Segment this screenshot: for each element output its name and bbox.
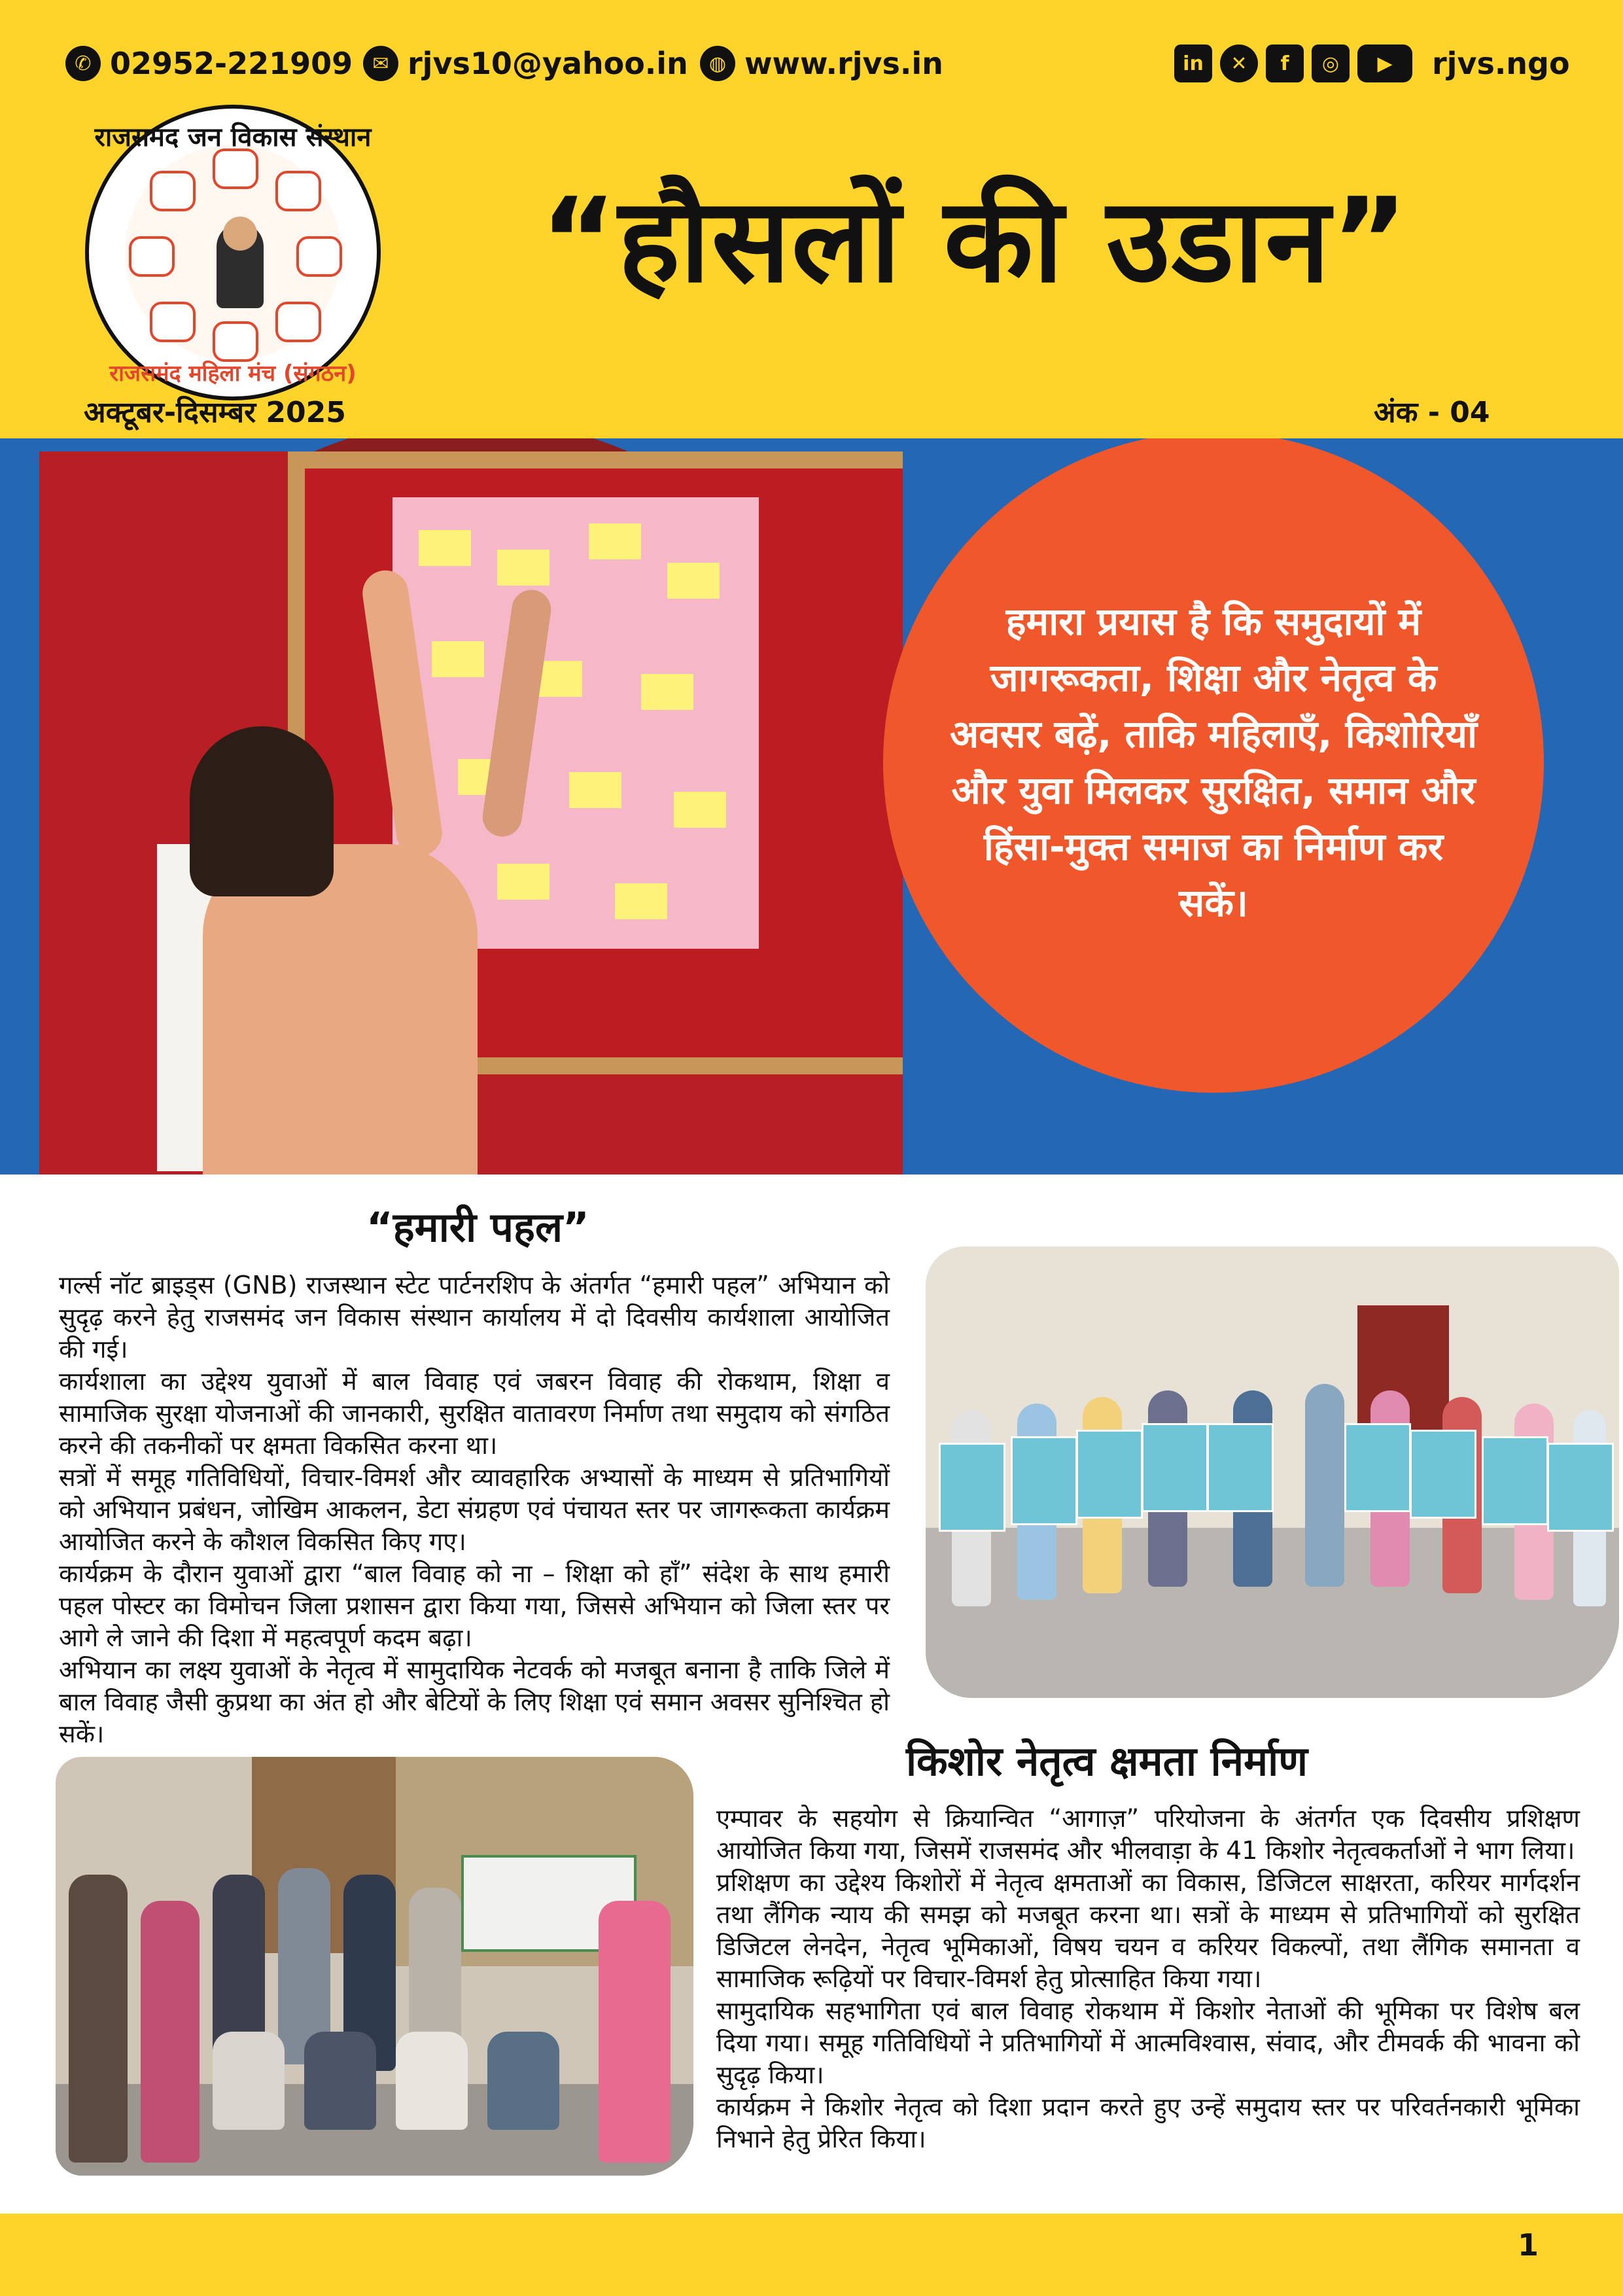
campaign-poster <box>1076 1430 1143 1519</box>
training-group-photo <box>56 1757 693 2176</box>
hero-banner <box>0 438 1623 1174</box>
logo-ring-text-top: राजसमंद जन विकास संस्थान <box>94 122 372 152</box>
fist-icon <box>213 321 258 362</box>
logo-inner-circle <box>125 145 341 361</box>
campaign-poster <box>1410 1430 1476 1519</box>
organization-logo <box>85 105 381 400</box>
phone-number: 02952-221909 <box>110 46 353 81</box>
article2-paragraph: एम्पावर के सहयोग से क्रियान्वित “आगाज़” परियोजना के अंतर्गत एक दिवसीय प्रशिक्षण आयोजित किया गया, जिसमें राजसमंद और भीलवाड़ा के 41 किशोर नेतृत्वकर्ताओं ने भाग लिया। <box>716 1804 1580 1865</box>
issue-date: अक्टूबर-दिसम्बर 2025 <box>84 396 346 429</box>
email-address: rjvs10@yahoo.in <box>408 46 688 81</box>
sticky-note <box>615 883 667 919</box>
phone-contact[interactable] <box>65 41 353 86</box>
x-icon[interactable]: ✕ <box>1220 44 1258 82</box>
mail-icon: ✉ <box>363 46 398 81</box>
person <box>599 1901 671 2163</box>
newsletter-title: “हौसलों की उडान” <box>540 173 1410 308</box>
campaign-poster <box>1547 1443 1614 1532</box>
campaign-poster <box>1344 1423 1411 1512</box>
campaign-poster <box>1482 1436 1548 1525</box>
fist-icon <box>213 149 258 189</box>
article1-body <box>59 1269 890 1750</box>
footer-band <box>0 2214 1623 2296</box>
article1-paragraph: सत्रों में समूह गतिविधियों, विचार-विमर्श और व्यावहारिक अभ्यासों के माध्यम से प्रतिभागियों को अभियान प्रबंधन, जोखिम आकलन, डेटा संग्रहण एवं पंचायत स्तर पर जागरूकता कार्यक्रम आयोजित करने के कौशल विकसित किए गए। <box>59 1463 890 1556</box>
campaign-poster <box>1207 1423 1274 1512</box>
person <box>69 1875 128 2163</box>
social-handle: rjvs.ngo <box>1432 46 1570 81</box>
hero-quote-circle <box>883 438 1544 1093</box>
article1-paragraph: कार्यक्रम के दौरान युवाओं द्वारा “बाल विवाह को ना – शिक्षा को हाँ” संदेश के साथ हमारी पहल पोस्टर का विमोचन जिला प्रशासन द्वारा किया गया, जिससे अभियान को जिला स्तर पर आगे ले जाने की दिशा में महत्वपूर्ण कदम बढ़ा। <box>59 1559 890 1652</box>
globe-icon: ◍ <box>700 46 735 81</box>
person <box>487 2032 559 2130</box>
email-contact[interactable] <box>363 41 688 86</box>
sticky-note <box>589 523 641 559</box>
campaign-poster <box>1142 1423 1208 1512</box>
website-url: www.rjvs.in <box>744 46 943 81</box>
article1-heading: “हमारी पहल” <box>366 1203 589 1251</box>
sticky-note <box>497 550 550 586</box>
social-links <box>1174 41 1570 86</box>
article1-paragraph: अभियान का लक्ष्य युवाओं के नेतृत्व में सामुदायिक नेटवर्क को मजबूत बनाना है ताकि जिले में बाल विवाह जैसी कुप्रथा का अंत हो और बेटियों के लिए शिक्षा एवं समान अवसर सुनिश्चित हो सकें। <box>59 1655 890 1748</box>
poster-launch-photo <box>926 1246 1619 1698</box>
woman-face-icon <box>223 217 257 251</box>
sticky-note <box>667 563 720 599</box>
hero-quote: हमारा प्रयास है कि समुदायों में जागरूकता, शिक्षा और नेतृत्व के अवसर बढ़ें, ताकि महिलाएँ, किशोरियाँ और युवा मिलकर सुरक्षित, समान और हिंसा-मुक्त समाज का निर्माण कर सकें। <box>949 599 1478 925</box>
article2-paragraph: कार्यक्रम ने किशोर नेतृत्व को दिशा प्रदान करते हुए उन्हें समुदाय स्तर पर परिवर्तनकारी भूमिका निभाने हेतु प्रेरित किया। <box>716 2093 1580 2153</box>
sticky-note <box>674 792 726 828</box>
phone-icon: ✆ <box>65 46 101 81</box>
person <box>304 2032 376 2130</box>
sticky-note <box>419 530 471 566</box>
sticky-note <box>569 772 621 808</box>
article2-heading: किशोर नेतृत्व क्षमता निर्माण <box>906 1737 1308 1785</box>
person <box>141 1901 200 2163</box>
website-contact[interactable] <box>700 41 943 86</box>
linkedin-icon[interactable]: in <box>1174 44 1212 82</box>
article2-paragraph: सामुदायिक सहभागिता एवं बाल विवाह रोकथाम में किशोर नेताओं की भूमिका पर विशेष बल दिया गया। समूह गतिविधियों ने प्रतिभागियों में आत्मविश्वास, संवाद, और टीमवर्क की भावना को सुदृढ़ किया। <box>716 1996 1580 2089</box>
fist-icon <box>129 236 175 277</box>
logo-ring-text-bottom: राजसमंद महिला मंच (संगठन) <box>109 361 357 387</box>
facebook-icon[interactable]: f <box>1266 44 1304 82</box>
instagram-icon[interactable]: ◎ <box>1312 44 1350 82</box>
article2-body <box>716 1803 1580 2155</box>
hero-photo <box>39 451 903 1174</box>
page-number: 1 <box>1518 2227 1539 2263</box>
sticky-note <box>432 641 484 677</box>
fist-icon <box>275 302 321 342</box>
fist-icon <box>150 302 196 342</box>
sticky-note <box>497 864 550 900</box>
fist-icon <box>296 236 342 277</box>
youtube-icon[interactable]: ▶ <box>1357 44 1412 82</box>
fist-icon <box>275 171 321 211</box>
fist-icon <box>150 171 196 211</box>
article2-paragraph: प्रशिक्षण का उद्देश्य किशोरों में नेतृत्व क्षमताओं का विकास, डिजिटल साक्षरता, करियर मार्गदर्शन तथा लैंगिक न्याय की समझ को मजबूत करना था। सत्रों के माध्यम से प्रतिभागियों को सुरक्षित डिजिटल लेनदेन, नेतृत्व भूमिकाओं, विषय चयन व करियर विकल्पों, तथा लैंगिक समानता व सामाजिक रूढ़ियों पर विचार-विमर्श हेतु प्रोत्साहित किया गया। <box>716 1868 1580 1993</box>
campaign-poster <box>1011 1436 1077 1525</box>
article1-paragraph: गर्ल्स नॉट ब्राइड्स (GNB) राजस्थान स्टेट पार्टनरशिप के अंतर्गत “हमारी पहल” अभियान को सुदृढ़ करने हेतु राजसमंद जन विकास संस्थान कार्यालय में दो दिवसीय कार्यशाला आयोजित की गई। <box>59 1271 890 1364</box>
photo-woman-head <box>190 726 334 896</box>
person <box>1305 1384 1344 1587</box>
issue-number: अंक - 04 <box>1374 396 1490 429</box>
article1-paragraph: कार्यशाला का उद्देश्य युवाओं में बाल विवाह एवं जबरन विवाह की रोकथाम, शिक्षा व सामाजिक सुरक्षा योजनाओं की जानकारी, सुरक्षित वातावरण निर्माण तथा समुदाय को संगठित करने की तकनीकों पर क्षमता विकसित करना था। <box>59 1367 890 1460</box>
person <box>213 2032 285 2130</box>
campaign-poster <box>939 1443 1005 1532</box>
sticky-note <box>641 674 693 710</box>
person <box>396 2032 468 2130</box>
